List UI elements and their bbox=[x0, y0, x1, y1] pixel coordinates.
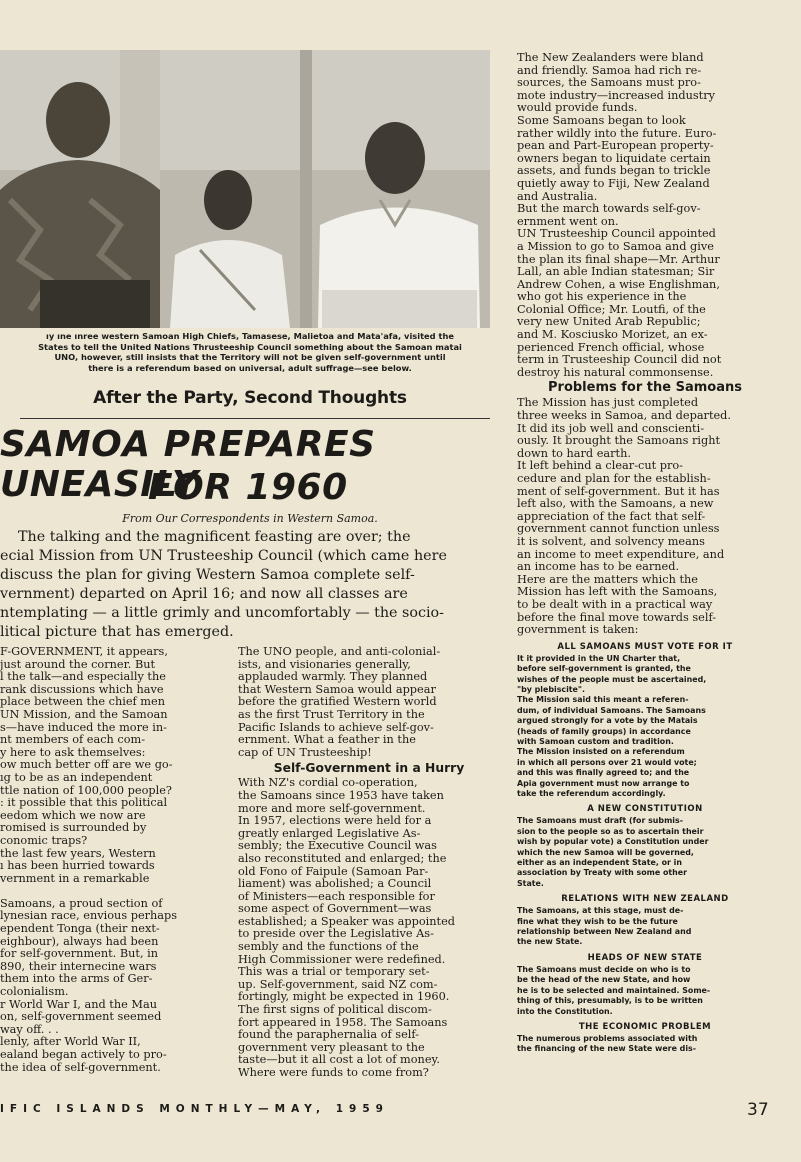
photo-three-chiefs bbox=[0, 50, 490, 328]
column-2-line: as the first Trust Territory in the bbox=[238, 708, 425, 721]
column-3-line: appreciation of the fact that self- bbox=[517, 510, 706, 523]
column-3-line: Some Samoans began to look bbox=[517, 114, 686, 127]
photo-illustration bbox=[0, 50, 490, 328]
column-2-line: greatly enlarged Legislative As- bbox=[238, 827, 421, 840]
column-3-line: assets, and funds began to trickle bbox=[517, 165, 711, 178]
column-1-line: place between the chief men bbox=[0, 696, 165, 709]
item-body-line: wishes of the people must be ascertained, bbox=[517, 674, 707, 684]
column-2-line: taste—but it all cost a lot of money. bbox=[238, 1054, 440, 1067]
lead-line: ecial Mission from UN Trusteeship Council (which came here bbox=[0, 548, 447, 564]
column-2-line: also reconstituted and enlarged; the bbox=[238, 852, 447, 865]
lead-paragraph bbox=[0, 528, 500, 642]
column-3 bbox=[517, 52, 773, 1055]
column-1-line: the idea of self-government. bbox=[0, 1061, 161, 1074]
column-3-line: ernment went on. bbox=[517, 215, 619, 228]
item-body-line: dum, of individual Samoans. The Samoans bbox=[517, 705, 706, 715]
item-body-line: wish by popular vote) a Constitution under bbox=[517, 837, 709, 847]
column-3-line: mote industry—increased industry bbox=[517, 89, 715, 102]
item-heading: RELATIONS WITH NEW ZEALAND bbox=[561, 894, 729, 905]
column-1-line: nt members of each com- bbox=[0, 734, 146, 747]
column-2-line: applauded warmly. They planned bbox=[238, 671, 428, 684]
column-1-line: F-GOVERNMENT, it appears, bbox=[0, 646, 168, 658]
column-3-line: cedure and plan for the establish- bbox=[517, 473, 711, 485]
column-1-line: for self-government. But, in bbox=[0, 948, 159, 961]
column-3-line: rather wildly into the future. Euro- bbox=[517, 127, 717, 140]
column-1-line: eedom which we now are bbox=[0, 809, 146, 822]
column-1-line: on, self-government seemed bbox=[0, 1011, 162, 1024]
column-1-line: UN Mission, and the Samoan bbox=[0, 708, 168, 721]
column-2-line: the Samoans since 1953 have taken bbox=[238, 789, 444, 802]
column-2-line: Pacific Islands to achieve self-gov- bbox=[238, 721, 434, 734]
column-3-line: who got his experience in the bbox=[517, 291, 687, 304]
column-3-line: quietly away to Fiji, New Zealand bbox=[517, 177, 710, 190]
page-number: 37 bbox=[747, 1100, 769, 1120]
column-3-line: down to hard earth. bbox=[517, 447, 631, 460]
column-1-line: colonialism. bbox=[0, 986, 69, 999]
column-3-line: and friendly. Samoa had rich re- bbox=[517, 64, 702, 77]
column-3-line: pean and Part-European property- bbox=[517, 140, 714, 153]
column-2-line: This was a trial or temporary set- bbox=[238, 966, 430, 979]
item-heading: HEADS OF NEW STATE bbox=[587, 952, 703, 963]
column-3-line: before the final move towards self- bbox=[517, 611, 717, 624]
column-2-line: fort appeared in 1958. The Samoans bbox=[238, 1016, 448, 1029]
item-body bbox=[517, 816, 773, 889]
item-body bbox=[517, 906, 773, 948]
column-1-line: conomic traps? bbox=[0, 834, 88, 847]
column-3-line: Mission has left with the Samoans, bbox=[517, 586, 718, 599]
item-body bbox=[517, 1034, 773, 1055]
column-2-line: The UNO people, and anti-colonial- bbox=[238, 646, 441, 658]
column-3-line: and M. Kosciusko Morizet, an ex- bbox=[517, 329, 708, 342]
column-2-line: up. Self-government, said NZ com- bbox=[238, 978, 438, 991]
column-3-line: left also, with the Samoans, a new bbox=[517, 498, 714, 511]
divider bbox=[20, 418, 490, 419]
item-body-line: he is to be selected and maintained. Some- bbox=[517, 985, 711, 995]
item-body-line: fine what they wish to be the future bbox=[517, 916, 678, 926]
item-body-line: relationship between New Zealand and bbox=[517, 927, 692, 937]
item-body-line: be the head of the new State, and how bbox=[517, 975, 691, 985]
column-3-line: UN Trusteeship Council appointed bbox=[517, 228, 716, 241]
subhead-problems: Problems for the Samoans bbox=[548, 380, 742, 396]
column-2-line: liament) was abolished; a Council bbox=[238, 878, 432, 891]
item-body-line: before self-government is granted, the bbox=[517, 664, 691, 674]
column-2-line: fortingly, might be expected in 1960. bbox=[238, 991, 450, 1004]
column-2-line: found the paraphernalia of self- bbox=[238, 1029, 419, 1042]
column-2-line: that Western Samoa would appear bbox=[238, 683, 436, 696]
column-3-line: ment of self-government. But it has bbox=[517, 485, 720, 498]
column-1-line: y here to ask themselves: bbox=[0, 746, 146, 759]
column-2-line: sembly and the functions of the bbox=[238, 941, 419, 954]
column-3-line: Lall, an able Indian statesman; Sir bbox=[517, 266, 715, 279]
item-body-line: which the new Samoa will be governed, bbox=[517, 847, 694, 857]
item-body-line: and this was finally agreed to; and the bbox=[517, 768, 690, 778]
column-1-line: ıg to be as an independent bbox=[0, 771, 153, 784]
column-1-line: ependent Tonga (their next- bbox=[0, 923, 160, 936]
column-1-line: romised is surrounded by bbox=[0, 822, 147, 835]
column-3-line: and Australia. bbox=[517, 190, 598, 203]
column-3-line: to be dealt with in a practical way bbox=[517, 598, 713, 611]
kicker-heading: After the Party, Second Thoughts bbox=[93, 388, 407, 408]
lead-line: discuss the plan for giving Western Samoa complete self- bbox=[0, 567, 415, 583]
column-1-line: vernment in a remarkable bbox=[0, 872, 150, 885]
caption-line: there is a referendum based on universal, adult suffrage—see below. bbox=[88, 362, 412, 373]
caption-line: States to tell the United Nations Thrusteeship Council something about the Samoan matai bbox=[38, 341, 462, 352]
column-1-line: lynesian race, envious perhaps bbox=[0, 910, 178, 923]
lead-line: litical picture that has emerged. bbox=[0, 624, 234, 640]
column-1-line: Samoans, a proud section of bbox=[0, 897, 163, 910]
item-body-line: the financing of the new State were dis- bbox=[517, 1044, 696, 1054]
column-3-line: Andrew Cohen, a wise Englishman, bbox=[517, 278, 720, 291]
item-body-line: take the referendum accordingly. bbox=[517, 789, 666, 798]
column-3-para-1 bbox=[517, 52, 773, 379]
lead-line: ntemplating — a little grimly and uncomfortably — the socio- bbox=[0, 605, 444, 621]
item-body-line: The numerous problems associated with bbox=[517, 1033, 698, 1043]
column-3-line: Colonial Office; Mr. Loutfi, of the bbox=[517, 303, 706, 316]
column-3-line: The New Zealanders were bland bbox=[517, 52, 704, 64]
item-body-line: Apia government must now arrange to bbox=[517, 778, 690, 788]
column-2-line: before the gratified Western world bbox=[238, 696, 437, 709]
subhead-self-government: Self-Government in a Hurry bbox=[273, 761, 465, 776]
column-2-line: some aspect of Government—was bbox=[238, 903, 432, 916]
column-3-line: three weeks in Samoa, and departed. bbox=[517, 410, 732, 423]
column-2-line: With NZ's cordial co-operation, bbox=[238, 777, 418, 790]
column-1-line: rank discussions which have bbox=[0, 683, 164, 696]
column-3-line: But the march towards self-gov- bbox=[517, 203, 701, 216]
item-body-line: The Mission insisted on a referendum bbox=[517, 747, 685, 757]
column-1-line: lenly, after World War II, bbox=[0, 1036, 141, 1049]
item-body-line: The Samoans, at this stage, must de- bbox=[517, 906, 684, 916]
column-1-line: ı has been hurried towards bbox=[0, 860, 155, 873]
column-2-para-1 bbox=[238, 646, 500, 759]
column-3-line: destroy his natural commonsense. bbox=[517, 366, 714, 379]
item-body-line: into the Constitution. bbox=[517, 1006, 613, 1016]
column-1-line: ow much better off are we go- bbox=[0, 759, 173, 772]
item-body-line: State. bbox=[517, 878, 544, 888]
column-2-line: The first signs of political discom- bbox=[238, 1004, 432, 1017]
item-body-line: The Samoans must decide on who is to bbox=[517, 964, 691, 974]
column-2-line: government very pleasant to the bbox=[238, 1041, 425, 1054]
item-body-line: the new State. bbox=[517, 937, 583, 947]
column-3-line: the plan its final shape—Mr. Arthur bbox=[517, 253, 720, 266]
item-heading: ALL SAMOANS MUST VOTE FOR IT bbox=[557, 641, 733, 652]
item-body-line: (heads of family groups) in accordance bbox=[517, 726, 691, 736]
column-3-para-2 bbox=[517, 397, 773, 636]
column-1-line: way off. . . bbox=[0, 1023, 59, 1036]
column-3-line: it is solvent, and solvency means bbox=[517, 535, 705, 548]
column-3-line: It left behind a clear-cut pro- bbox=[517, 460, 683, 473]
photo-caption bbox=[0, 331, 500, 373]
item-body-line: association by Treaty with some other bbox=[517, 868, 688, 878]
item-heading: THE ECONOMIC PROBLEM bbox=[578, 1021, 712, 1032]
column-1-line: them into the arms of Ger- bbox=[0, 973, 153, 986]
item-body-line: The Samoans must draft (for submis- bbox=[517, 816, 683, 826]
headline-line-2: FOR 1960 bbox=[148, 467, 348, 508]
column-3-line: sources, the Samoans must pro- bbox=[517, 77, 701, 90]
column-1-line bbox=[0, 885, 222, 898]
item-body-line: in which all persons over 21 would vote; bbox=[517, 757, 697, 767]
column-3-line: government cannot function unless bbox=[517, 523, 720, 536]
column-1-line: 890, their internecine wars bbox=[0, 960, 157, 973]
caption-line: ıy ıne ınree western Samoan High Chiefs, Tamasese, Malietoa and Mata'afa, visited the bbox=[45, 331, 455, 341]
column-3-line: an income has to be earned. bbox=[517, 561, 680, 574]
column-1-line: l the talk—and especially the bbox=[0, 671, 166, 684]
column-2-line: sembly; the Executive Council was bbox=[238, 840, 437, 853]
column-2 bbox=[238, 646, 500, 1080]
column-1-line: just around the corner. But bbox=[0, 658, 156, 671]
column-3-line: ously. It brought the Samoans right bbox=[517, 435, 721, 448]
column-3-line: very new United Arab Republic; bbox=[517, 316, 701, 329]
column-2-line: old Fono of Faipule (Samoan Par- bbox=[238, 865, 429, 878]
caption-line: UNO, however, still insists that the Territory will not be given self-government until bbox=[54, 352, 446, 362]
column-3-line: owners began to liquidate certain bbox=[517, 152, 711, 165]
column-3-line: a Mission to go to Samoa and give bbox=[517, 240, 714, 253]
column-3-items bbox=[517, 637, 773, 1055]
column-3-line: an income to meet expenditure, and bbox=[517, 548, 725, 561]
column-1-line: : it possible that this political bbox=[0, 797, 168, 810]
item-heading: A NEW CONSTITUTION bbox=[587, 804, 703, 815]
column-2-line: to preside over the Legislative As- bbox=[238, 928, 434, 941]
column-2-para-2 bbox=[238, 777, 500, 1079]
item-body-line: "by plebiscite". bbox=[517, 684, 586, 694]
footer-masthead: IFIC ISLANDS MONTHLY—MAY, 1959 bbox=[0, 1103, 389, 1115]
lead-line: The talking and the magnificent feasting are over; the bbox=[18, 529, 411, 545]
column-3-line: government is taken: bbox=[517, 624, 639, 637]
column-3-line: perienced French official, whose bbox=[517, 341, 705, 354]
column-2-line: High Commissioner were redefined. bbox=[238, 953, 446, 966]
item-body-line: It it provided in the UN Charter that, bbox=[517, 653, 681, 663]
column-2-line: ernment. What a feather in the bbox=[238, 734, 416, 747]
item-body-line: with Samoan custom and tradition. bbox=[517, 736, 674, 746]
lead-line: vernment) departed on April 16; and now all classes are bbox=[0, 586, 408, 602]
column-2-line: of Ministers—each responsible for bbox=[238, 890, 435, 903]
column-1-line: ealand began actively to pro- bbox=[0, 1049, 167, 1061]
column-3-line: It did its job well and conscienti- bbox=[517, 422, 705, 435]
column-1-line: r World War I, and the Mau bbox=[0, 998, 157, 1011]
item-body-line: argued strongly for a vote by the Matais bbox=[517, 716, 698, 726]
column-2-line: more and more self-government. bbox=[238, 802, 426, 815]
column-2-line: established; a Speaker was appointed bbox=[238, 915, 455, 928]
item-body bbox=[517, 965, 773, 1017]
headline-line-1: SAMOA PREPARES UNEASILY bbox=[0, 424, 376, 505]
column-1-line: eighbour), always had been bbox=[0, 935, 159, 948]
column-3-line: would provide funds. bbox=[517, 102, 638, 115]
column-2-line: In 1957, elections were held for a bbox=[238, 815, 432, 828]
column-3-line: The Mission has just completed bbox=[517, 397, 699, 410]
column-1-line: ttle nation of 100,000 people? bbox=[0, 784, 172, 797]
item-body-line: either as an independent State, or in bbox=[517, 858, 682, 868]
byline: From Our Correspondents in Western Samoa. bbox=[122, 512, 378, 525]
column-3-line: term in Trusteeship Council did not bbox=[517, 354, 722, 367]
column-2-line: ists, and visionaries generally, bbox=[238, 658, 411, 671]
column-1 bbox=[0, 646, 222, 1074]
column-2-line: cap of UN Trusteeship! bbox=[238, 746, 372, 759]
column-3-line: Here are the matters which the bbox=[517, 573, 698, 586]
column-1-line: the last few years, Western bbox=[0, 847, 156, 860]
column-2-line: Where were funds to come from? bbox=[238, 1067, 429, 1079]
item-body-line: sion to the people so as to ascertain their bbox=[517, 826, 704, 836]
item-body-line: The Mission said this meant a referen- bbox=[517, 695, 689, 705]
column-1-line: s—have induced the more in- bbox=[0, 721, 167, 734]
item-body bbox=[517, 654, 773, 800]
item-body-line: thing of this, presumably, is to be written bbox=[517, 996, 703, 1006]
